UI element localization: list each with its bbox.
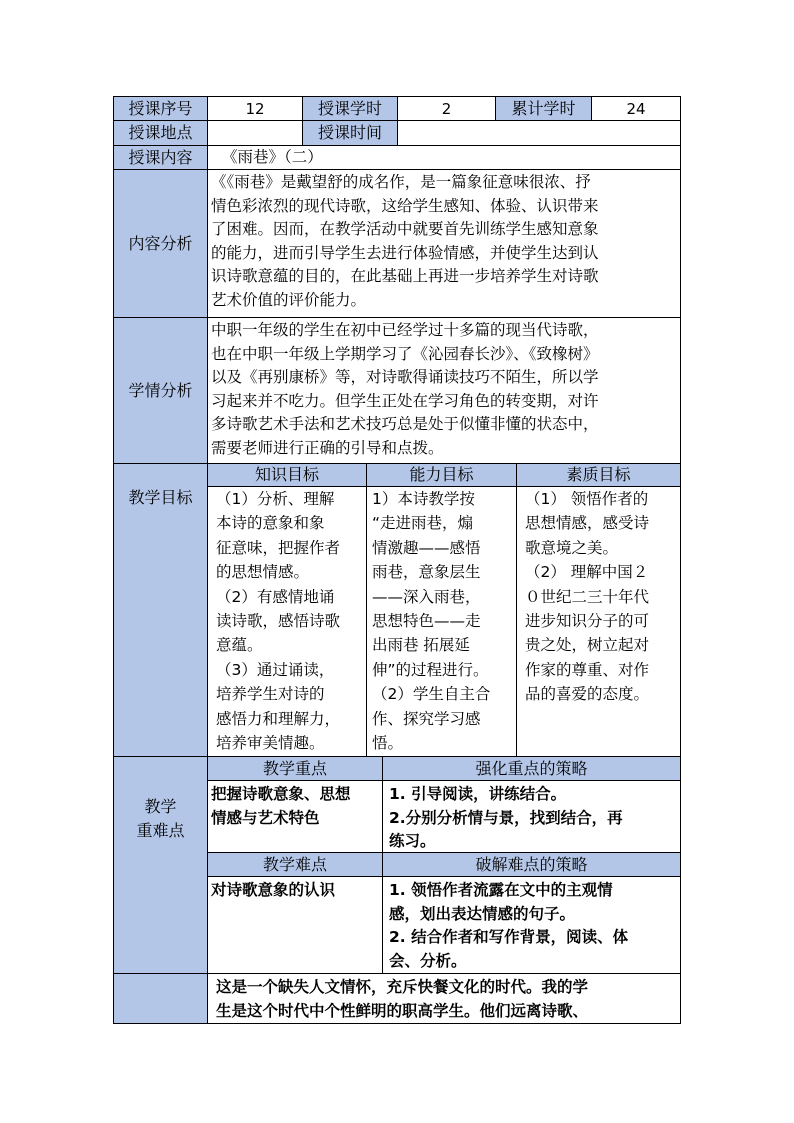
quality-goal-line: 品的喜爱的态度。 <box>525 685 650 704</box>
ability-goal-line: 出雨巷 拓展延 <box>372 636 470 655</box>
ability-goal-line: 雨巷，意象层生 <box>372 563 481 582</box>
content-analysis-line: 的能力，进而引导学生去进行体验情感，并使学生达到认 <box>211 243 599 262</box>
ability-goal-line: “走进雨巷，煽 <box>372 514 474 533</box>
knowledge-goal-line: 的思想情感。 <box>216 563 310 582</box>
knowledge-goal-header: 知识目标 <box>207 463 367 487</box>
difficulty-strategy-header: 破解难点的策略 <box>382 852 681 877</box>
knowledge-goal-text <box>207 486 367 757</box>
knowledge-goal-line: 读诗歌，感悟诗歌 <box>216 612 341 631</box>
learner-analysis-label: 学情分析 <box>113 317 208 464</box>
learner-analysis-line: 以及《再别康桥》等，对诗歌得诵读技巧不陌生，所以学 <box>211 368 599 387</box>
content-value-cell <box>207 145 681 170</box>
difficulty-strategy-text <box>382 876 681 974</box>
content-analysis-line: 识诗歌意蕴的目的，在此基础上再进一步培养学生对诗歌 <box>211 267 599 286</box>
total-hours-value: 24 <box>591 96 681 121</box>
focus-strategy-line: 1. 引导阅读，讲练结合。 <box>389 785 567 803</box>
key-points-label-cell <box>113 756 208 974</box>
quality-goal-header: 素质目标 <box>516 463 681 487</box>
difficulty-text <box>207 876 383 974</box>
objectives-label: 教学目标 <box>128 488 193 507</box>
difficulty-header: 教学难点 <box>207 852 383 877</box>
session-no-value: 12 <box>207 96 303 121</box>
difficulty-line: 对诗歌意象的认识 <box>211 881 336 899</box>
content-analysis-label: 内容分析 <box>113 169 208 318</box>
focus-strategy-line: 2.分别分析情与景，找到结合，再 <box>389 808 623 827</box>
knowledge-goal-line: 本诗的意象和象 <box>216 514 325 533</box>
content-value: 《雨巷》（二） <box>222 148 323 166</box>
quality-goal-line: （2） 理解中国２ <box>525 563 649 582</box>
knowledge-goal-line: 征意味，把握作者 <box>216 538 341 557</box>
learner-analysis-text <box>207 317 681 464</box>
content-analysis-line: 情色彩浓烈的现代诗歌，这给学生感知、体验、认识带来 <box>211 196 599 215</box>
content-analysis-line: 艺术价值的评价能力。 <box>211 290 367 309</box>
ability-goal-line: （2）学生自主合 <box>372 685 491 704</box>
hours-value: 2 <box>397 96 496 121</box>
content-analysis-line: 了困难。因而，在教学活动中就要首先训练学生感知意象 <box>211 220 599 239</box>
place-value <box>207 120 303 146</box>
content-analysis-line: 《《雨巷》是戴望舒的成名作，是一篇象征意味很浓、抒 <box>211 173 591 191</box>
focus-line: 情感与艺术特色 <box>211 808 320 827</box>
quality-goal-line: ０世纪二三十年代 <box>525 587 650 606</box>
difficulty-strategy-line: 2. 结合作者和写作背景，阅读、体 <box>389 928 629 947</box>
session-no-label: 授课序号 <box>113 96 208 121</box>
ability-goal-line: ——深入雨巷， <box>372 587 481 606</box>
total-hours-label: 累计学时 <box>495 96 592 121</box>
content-analysis-text <box>207 169 681 318</box>
learner-analysis-line: 需要老师进行正确的引导和点拨。 <box>211 438 444 457</box>
knowledge-goal-line: （3）通过诵读， <box>216 660 335 679</box>
content-label: 授课内容 <box>113 145 208 170</box>
knowledge-goal-line: 培养学生对诗的 <box>216 685 325 704</box>
ability-goal-line: 作、探究学习感 <box>372 709 481 728</box>
learner-analysis-line: 习起来并不吃力。但学生正处在学习角色的转变期，对许 <box>211 391 599 410</box>
ability-goal-header: 能力目标 <box>366 463 517 487</box>
time-value <box>397 120 681 146</box>
last-row-label-cell <box>113 973 208 1024</box>
focus-strategy-header: 强化重点的策略 <box>382 756 681 781</box>
time-label: 授课时间 <box>302 120 398 146</box>
knowledge-goal-line: 培养审美情趣。 <box>216 734 325 753</box>
quality-goal-line: 贵之处，树立起对 <box>525 636 650 655</box>
ability-goal-line: 伸”的过程进行。 <box>372 660 489 679</box>
quality-goal-line: 进步知识分子的可 <box>525 612 650 631</box>
last-row-text <box>207 973 681 1024</box>
ability-goal-line: 1）本诗教学按 <box>372 490 475 508</box>
quality-goal-line: 思想情感，感受诗 <box>525 514 650 533</box>
quality-goal-line: 歌意境之美。 <box>525 538 619 557</box>
quality-goal-text <box>516 486 681 757</box>
knowledge-goal-line: 意蕴。 <box>216 636 263 655</box>
ability-goal-line: 情激趣——感悟 <box>372 538 481 557</box>
focus-strategy-line: 练习。 <box>389 832 436 851</box>
ability-goal-line: 思想特色——走 <box>372 612 481 631</box>
place-label: 授课地点 <box>113 120 208 146</box>
key-points-label-line2: 重难点 <box>136 821 185 840</box>
focus-strategy-text <box>382 780 681 853</box>
difficulty-strategy-line: 感，划出表达情感的句子。 <box>389 904 576 923</box>
learner-analysis-line: 多诗歌艺术手法和艺术技巧总是处于似懂非懂的状态中， <box>211 415 599 434</box>
difficulty-strategy-line: 会、分析。 <box>389 951 467 970</box>
ability-goal-line: 悟。 <box>372 734 404 753</box>
knowledge-goal-line: （2）有感情地诵 <box>216 587 335 606</box>
quality-goal-line: （1） 领悟作者的 <box>525 490 649 508</box>
last-row-line: 生是这个时代中个性鲜明的职高学生。他们远离诗歌、 <box>216 1001 589 1020</box>
ability-goal-text <box>366 486 517 757</box>
hours-label: 授课学时 <box>302 96 398 121</box>
focus-line: 把握诗歌意象、思想 <box>211 785 351 803</box>
knowledge-goal-line: 感悟力和理解力， <box>216 709 341 728</box>
key-points-label-line1: 教学 <box>144 797 177 816</box>
last-row-line: 这是一个缺失人文情怀，充斥快餐文化的时代。我的学 <box>216 978 589 996</box>
focus-text <box>207 780 383 853</box>
learner-analysis-line: 中职一年级的学生在初中已经学过十多篇的现当代诗歌， <box>211 321 599 339</box>
focus-header: 教学重点 <box>207 756 383 781</box>
knowledge-goal-line: （1）分析、理解 <box>216 490 335 508</box>
difficulty-strategy-line: 1. 领悟作者流露在文中的主观情 <box>389 881 613 899</box>
quality-goal-line: 作家的尊重、对作 <box>525 660 650 679</box>
objectives-label-cell <box>113 463 208 757</box>
learner-analysis-line: 也在中职一年级上学期学习了《沁园春长沙》、《致橡树》 <box>211 344 599 363</box>
